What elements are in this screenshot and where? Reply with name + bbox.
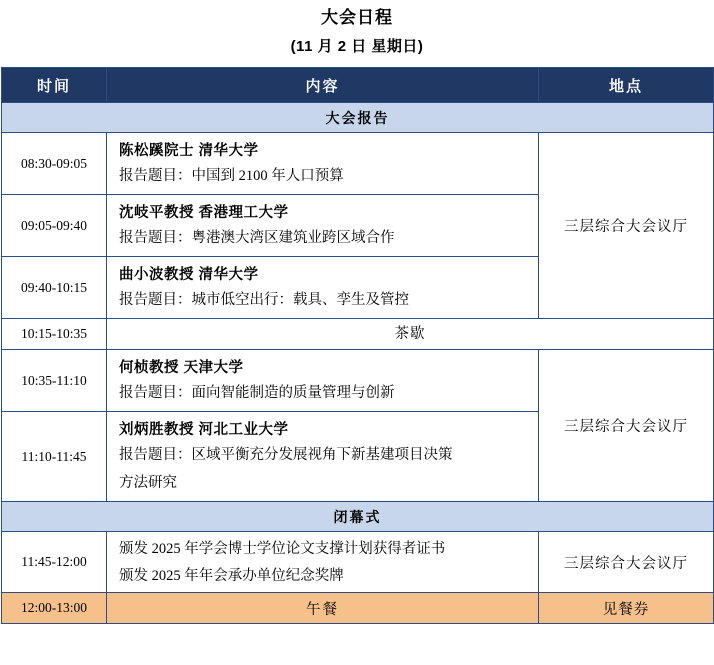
table-header-row <box>2 68 714 103</box>
row-content <box>107 257 539 319</box>
row-content <box>107 412 539 502</box>
lunch-note: 见餐券 <box>539 593 714 624</box>
row-time: 10:35-11:10 <box>2 350 107 412</box>
break-label: 茶歇 <box>107 319 714 350</box>
table-row <box>2 532 714 593</box>
topic-line: 报告题目：区域平衡充分发展视角下新基建项目决策 <box>119 447 453 463</box>
closing-line-1: 颁发 2025 年学会博士学位论文支撑计划获得者证书 <box>119 541 446 557</box>
venue-morning: 三层综合大会议厅 <box>539 133 714 319</box>
page-title: 大会日程 <box>321 8 393 27</box>
speaker-line: 何桢教授 天津大学 <box>119 360 244 376</box>
section-closing-label: 闭幕式 <box>2 502 714 532</box>
topic-line: 报告题目：面向智能制造的质量管理与创新 <box>119 385 395 401</box>
row-time: 09:40-10:15 <box>2 257 107 319</box>
table-row-lunch <box>2 593 714 624</box>
speaker-line: 沈岐平教授 香港理工大学 <box>119 205 289 221</box>
lunch-time: 12:00-13:00 <box>2 593 107 624</box>
venue-closing: 三层综合大会议厅 <box>539 532 714 593</box>
topic-line-continued: 方法研究 <box>119 475 177 491</box>
table-row <box>2 350 714 412</box>
row-time: 08:30-09:05 <box>2 133 107 195</box>
table-row-break <box>2 319 714 350</box>
lunch-label: 午餐 <box>107 593 539 624</box>
row-content <box>107 195 539 257</box>
topic-line: 报告题目：中国到 2100 年人口预算 <box>119 168 344 184</box>
row-content <box>107 532 539 593</box>
row-time: 10:15-10:35 <box>2 319 107 350</box>
topic-line: 报告题目：城市低空出行：载具、孪生及管控 <box>119 292 409 308</box>
row-content <box>107 350 539 412</box>
row-time: 11:10-11:45 <box>2 412 107 502</box>
speaker-line: 刘炳胜教授 河北工业大学 <box>119 422 289 438</box>
topic-line: 报告题目：粤港澳大湾区建筑业跨区域合作 <box>119 230 395 246</box>
closing-line-2: 颁发 2025 年年会承办单位纪念奖牌 <box>119 568 344 584</box>
section-closing-row <box>2 502 714 532</box>
row-time: 09:05-09:40 <box>2 195 107 257</box>
table-row <box>2 133 714 195</box>
section-plenary-label: 大会报告 <box>2 103 714 133</box>
section-plenary-row <box>2 103 714 133</box>
header-venue: 地点 <box>539 68 714 103</box>
header-time: 时间 <box>2 68 107 103</box>
row-time: 11:45-12:00 <box>2 532 107 593</box>
speaker-line: 曲小波教授 清华大学 <box>119 267 259 283</box>
header-content: 内容 <box>107 68 539 103</box>
venue-afternoon: 三层综合大会议厅 <box>539 350 714 502</box>
row-content <box>107 133 539 195</box>
page-subtitle: (11 月 2 日 星期日) <box>290 38 424 55</box>
title-block <box>0 0 714 59</box>
speaker-line: 陈松蹊院士 清华大学 <box>119 143 259 159</box>
schedule-table <box>1 67 714 624</box>
